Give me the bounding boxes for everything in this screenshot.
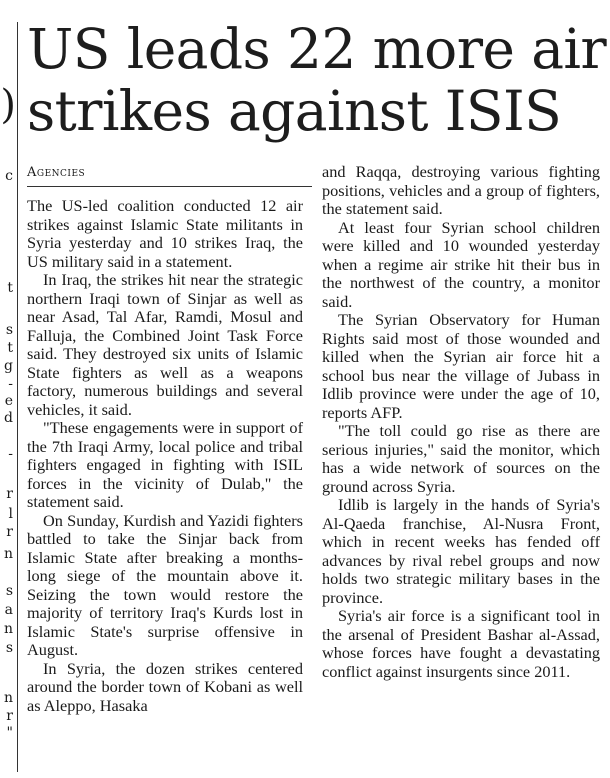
fragment-char: t: [7, 340, 13, 356]
adjacent-article-fragment: [0, 0, 16, 778]
paragraph: Idlib is largely in the hands of Syria's Al-Qaeda franchise, Al-Nusra Front, which in recent weeks has fended off advances by rival rebel groups and now holds two strategic military bases in the province.: [322, 495, 600, 607]
paragraph: In Syria, the dozen strikes centered around the border town of Kobani as well as Aleppo, Hasaka: [27, 658, 303, 715]
fragment-char: r: [6, 708, 13, 724]
fragment-char: l: [8, 506, 13, 522]
fragment-char: s: [5, 322, 13, 338]
fragment-char: a: [4, 602, 13, 618]
byline: Agencies: [27, 165, 86, 180]
fragment-char: -: [8, 446, 13, 462]
column-divider: [17, 22, 18, 772]
paragraph: "These engagements were in support of the 7th Iraqi Army, local police and tribal fighters engaged in fighting with ISIL forces in the vicinity of Dulab," the statement said.: [27, 418, 303, 511]
fragment-char: c: [5, 168, 13, 184]
fragment-char: e: [4, 393, 13, 409]
paragraph: and Raqqa, destroying various fighting positions, vehicles and a group of fighters, the statement said.: [322, 162, 600, 218]
byline-rule: [27, 186, 312, 187]
article-column-1: [27, 197, 303, 715]
fragment-char: s: [5, 583, 13, 599]
fragment-char: n: [3, 546, 13, 562]
fragment-char: s: [5, 640, 13, 656]
fragment-char: n: [3, 690, 13, 706]
fragment-char: -: [8, 376, 13, 392]
paragraph: Syria's air force is a significant tool in the arsenal of President Bashar al-Assad, whose forces have fought a devastating conflict against insurgents since 2011.: [322, 606, 600, 681]
paragraph: At least four Syrian school children were killed and 10 wounded yesterday when a regime air strike hit their bus in the northwest of the country, a monitor said.: [322, 217, 600, 311]
fragment-char: r: [6, 486, 13, 502]
paragraph: The US-led coalition conducted 12 air strikes against Islamic State militants in Syria yesterday and 10 strikes Iraq, the US military said in a statement.: [27, 196, 303, 271]
fragment-char: r: [6, 524, 13, 540]
paragraph: The Syrian Observatory for Human Rights said most of those wounded and killed when the Syrian air force hit a school bus near the village of Jubass in Idlib province were under the age of 10, reports AFP.: [322, 310, 600, 422]
paragraph: On Sunday, Kurdish and Yazidi fighters battled to take the Sinjar back from Islamic State after breaking a months-long siege of the mountain above it. Seizing the town would restore the majority of territory Iraq's Kurds lost in Islamic State's surprise offensive in August.: [27, 510, 303, 659]
fragment-char: ": [6, 725, 13, 741]
fragment-char: ): [0, 82, 16, 128]
fragment-char: n: [3, 621, 13, 637]
fragment-char: d: [4, 410, 13, 426]
headline: US leads 22 more air strikes against ISIS: [27, 17, 607, 143]
paragraph: In Iraq, the strikes hit near the strategic northern Iraqi town of Sinjar as well as near Asad, Tal Afar, Ramdi, Mosul and Falluja, the Combined Joint Task Force said. They destroyed six units of Islamic State fighters as well as a weapons factory, numerous buildings and several vehicles, it said.: [27, 270, 303, 419]
fragment-char: g: [4, 358, 13, 374]
fragment-char: t: [7, 280, 13, 296]
paragraph: "The toll could go rise as there are serious injuries," said the monitor, which has a wide network of sources on the ground across Syria.: [322, 421, 600, 496]
article-column-2: [322, 163, 600, 681]
